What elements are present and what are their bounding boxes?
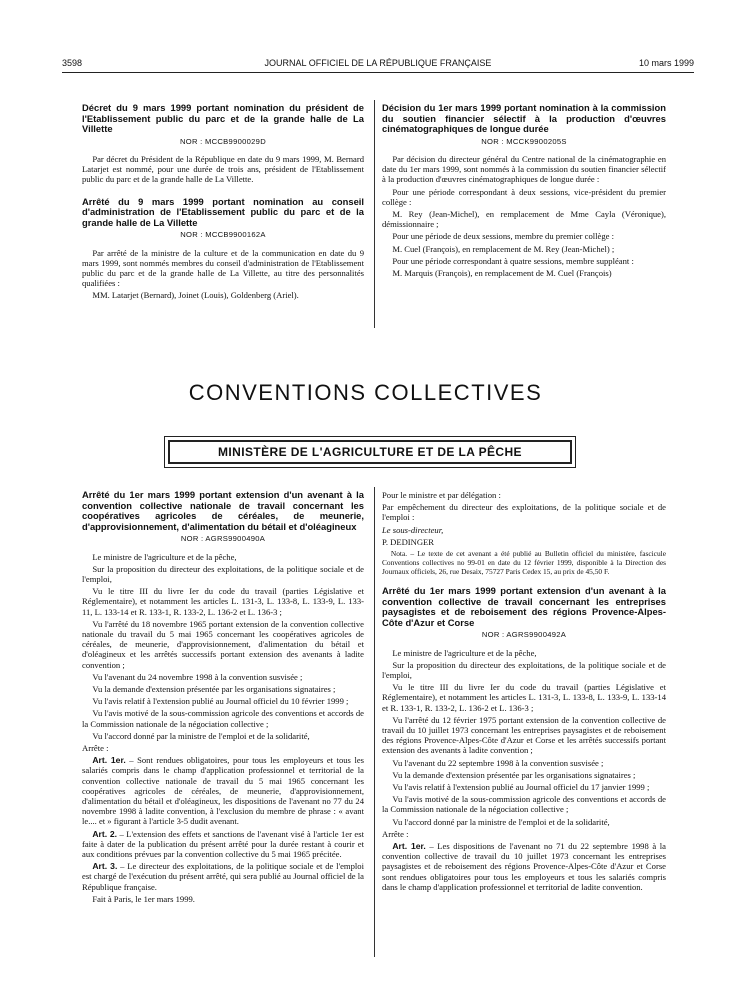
visa-para: Vu l'accord donné par la ministre de l'emploi et de la solidarité, <box>92 730 310 741</box>
article <box>82 755 364 826</box>
header-rule <box>62 72 694 73</box>
extension-nor: NOR : AGRS9900490A <box>180 534 266 544</box>
article-label: Art. 2. <box>92 828 117 839</box>
article <box>82 829 364 860</box>
visa-para: Vu la demande d'extension présentée par les organisations signataires ; <box>92 684 336 695</box>
order-title: Arrêté du 9 mars 1999 portant nomination au conseil d'administration de l'Etablissement public du parc et de la grande halle de La Villette <box>82 195 364 228</box>
visa-para: Vu l'arrêté du 18 novembre 1965 portant extension de la convention collective nationale du travail du 5 mai 1965 concernant les coopératives agricoles de céréales, de meunerie, d'approvisionnement, d'alimentation du bétail et d'oléagineux et les arrêtés successifs portant extension des avenants à ladite convention ; <box>82 618 364 670</box>
bottom-left-column <box>82 490 364 906</box>
decision-para: M. Marquis (François), en remplacement de M. Cuel (François) <box>392 268 612 279</box>
page-number: 3598 <box>62 58 83 68</box>
decision-nor: NOR : MCCK9900205S <box>481 136 567 146</box>
signature-role: Le sous-directeur, <box>382 524 444 535</box>
top-right-column <box>382 103 666 280</box>
publication-note: Nota. – Le texte de cet avenant a été publié au Bulletin officiel du ministère, fascicule Conventions collectives no 99-01 en date du 12 février 1999, disponible à la Direction des Journaux officiels, 26, rue Desaix, 75727 Paris Cedex 15, au prix de 45,50 F. <box>382 549 666 577</box>
visa-para: Vu l'avenant du 22 septembre 1998 à la convention susvisée ; <box>392 757 604 768</box>
signature-line: Par empêchement du directeur des exploitations, de la politique sociale et de l'emploi : <box>382 502 666 523</box>
visa-para: Vu l'avis motivé de la sous-commission agricole des conventions et accords de la Commission nationale de la négociation collective ; <box>382 794 666 815</box>
order-text: Par arrêté de la ministre de la culture et de la communication en date du 9 mars 1999, sont nommés membres du conseil d'administration de l'Etablissement public du parc et de la grande halle de La Villette, au titre des personnalités qualifiées : <box>82 247 364 289</box>
signatory-name: P. DEDINGER <box>382 536 435 547</box>
visa-para: Le ministre de l'agriculture et de la pêche, <box>392 647 537 658</box>
article-text: – Sont rendues obligatoires, pour tous les employeurs et tous les salariés compris dans le champ d'application professionnel et territorial de la convention collective nationale de travail du 5 mai 1965 concernant les coopératives agricoles de céréales, de meunerie, d'approvisionnement, d'alimentation du bétail et d'oléagineux, les dispositions de l'avenant no 77 du 24 novembre 1998 à ladite convention, à l'exclusion du membre de phrase : « avant le.... et » figurant à l'article 3-5 dudit avenant. <box>82 755 364 827</box>
visa-para: Le ministre de l'agriculture et de la pêche, <box>92 551 237 562</box>
article-label: Art. 1er. <box>92 755 126 766</box>
article-text: – L'extension des effets et sanctions de l'avenant visé à l'article 1er est faite à dater de la publication du présent arrêté pour la durée restant à courir et aux conditions prévues par la convention collective du 5 mai 1965 précitée. <box>82 828 364 860</box>
issue-date: 10 mars 1999 <box>638 58 694 68</box>
signature-line: Pour le ministre et par délégation : <box>382 490 501 500</box>
visa-para: Vu la demande d'extension présentée par les organisations signataires ; <box>392 769 636 780</box>
decree-title: Décret du 9 mars 1999 portant nomination du président de l'Etablissement public du parc et de la grande halle de La Villette <box>82 102 364 135</box>
decree-text: Par décret du Président de la République en date du 9 mars 1999, M. Bernard Latarjet est nommé, pour une durée de trois ans, président de l'Etablissement public du parc et de la grande halle de La Villette. <box>82 153 364 185</box>
ministry-title: MINISTÈRE DE L'AGRICULTURE ET DE LA PÊCHE <box>168 440 572 464</box>
column-divider <box>374 100 375 328</box>
visa-para: Vu l'accord donné par la ministre de l'emploi et de la solidarité, <box>392 816 610 827</box>
decision-para: Pour une période correspondant à quatre sessions, membre suppléant : <box>392 255 634 266</box>
arrete-heading: Arrête : <box>382 828 409 839</box>
decision-title: Décision du 1er mars 1999 portant nomination à la commission du soutien financier sélectif à la production d'œuvres cinématographiques de longue durée <box>382 102 666 135</box>
decision-para: M. Cuel (François), en remplacement de M. Rey (Jean-Michel) ; <box>392 243 615 254</box>
bottom-right-column <box>382 490 666 894</box>
arrete-heading: Arrête : <box>82 743 109 754</box>
visa-para: Vu l'avenant du 24 novembre 1998 à la convention susvisée ; <box>92 671 303 682</box>
article-text: – Le directeur des exploitations, de la politique sociale et de l'emploi est chargé de l'exécution du présent arrêté, qui sera publié au Journal officiel de la République française. <box>82 861 364 892</box>
decision-para: Par décision du directeur général du Centre national de la cinématographie en date du 1er mars 1999, sont nommés à la commission du soutien financier sélectif à la production d'œuvres cinématographiques de longue durée : <box>382 153 666 185</box>
extension-title: Arrêté du 1er mars 1999 portant extension d'un avenant à la convention collective nationale de travail concernant les coopératives agricoles de céréales, de meunerie, d'approvisionnement, d'alimentation du bétail et d'oléagineux <box>82 489 364 532</box>
closing-line: Fait à Paris, le 1er mars 1999. <box>92 893 195 904</box>
article <box>82 861 364 892</box>
extension-title: Arrêté du 1er mars 1999 portant extension d'un avenant à la convention collective de travail concernant les entreprises paysagistes et de reboisement des régions Provence-Alpes-Côte d'Azur et Corse <box>382 585 666 628</box>
extension-nor: NOR : AGRS9900492A <box>481 630 567 640</box>
visa-para: Vu l'avis relatif à l'extension publié au Journal officiel du 17 janvier 1999 ; <box>392 782 650 793</box>
article-label: Art. 1er. <box>392 841 426 852</box>
top-left-column <box>82 103 364 303</box>
order-members: MM. Latarjet (Bernard), Joinet (Louis), Goldenberg (Ariel). <box>92 290 299 301</box>
ministry-box <box>164 436 576 468</box>
article-label: Art. 3. <box>92 861 118 872</box>
visa-para: Sur la proposition du directeur des exploitations, de la politique sociale et de l'emploi, <box>82 563 364 584</box>
visa-para: Vu l'arrêté du 12 février 1975 portant extension de la convention collective de travail du 10 juillet 1973 concernant les entreprises paysagistes et de reboisement des régions Provence-Alpes-Côte d'Azur et Corse et les arrêtés successifs portant extension des avenants à ladite convention ; <box>382 714 666 756</box>
visa-para: Vu l'avis motivé de la sous-commission agricole des conventions et accords de la Commission nationale de la négociation collective ; <box>82 708 364 729</box>
article-text: – Les dispositions de l'avenant no 71 du 22 septembre 1998 à la convention collective de travail du 10 juillet 1973 concernant les entreprises paysagistes et de reboisement des régions Provence-Alpes-Côte d'Azur et Corse sont rendues obligatoires pour tous les employeurs et tous les salariés compris dans le champ d'application professionnel et territorial de ladite convention. <box>382 841 666 892</box>
decision-para: M. Rey (Jean-Michel), en remplacement de Mme Cayla (Véronique), démissionnaire ; <box>382 209 666 230</box>
page-header <box>62 58 694 72</box>
decree-nor: NOR : MCCB9900029D <box>179 136 266 146</box>
column-divider <box>374 487 375 957</box>
section-title: CONVENTIONS COLLECTIVES <box>188 380 543 405</box>
signature-title <box>382 525 666 535</box>
order-nor: NOR : MCCB9900162A <box>180 230 266 240</box>
visa-para: Vu le titre III du livre Ier du code du travail (parties Législative et Réglementaire), et notamment les articles L. 131-3, L. 133-8, L. 133-9, L. 133-11, L. 133-14 et R. 133-1, R. 133-2, L. 136-2 et L. 136-3 ; <box>82 586 364 617</box>
decision-para: Pour une période de deux sessions, membre du premier collège : <box>392 231 615 242</box>
visa-para: Vu le titre III du livre Ier du code du travail (parties Législative et Réglementaire), et notamment les articles L. 131-3, L. 133-8, L. 133-9, L. 133-14 et R. 133-1, R. 133-2, L. 136-2 et L. 136-3 ; <box>382 682 666 713</box>
decision-para: Pour une période correspondant à deux sessions, vice-président du premier collège : <box>382 186 666 207</box>
visa-para: Sur la proposition du directeur des exploitations, de la politique sociale et de l'emploi, <box>382 659 666 680</box>
visa-para: Vu l'avis relatif à l'extension publié au Journal officiel du 10 février 1999 ; <box>92 696 349 707</box>
article <box>382 841 666 892</box>
journal-title: JOURNAL OFFICIEL DE LA RÉPUBLIQUE FRANÇAISE <box>264 58 492 68</box>
